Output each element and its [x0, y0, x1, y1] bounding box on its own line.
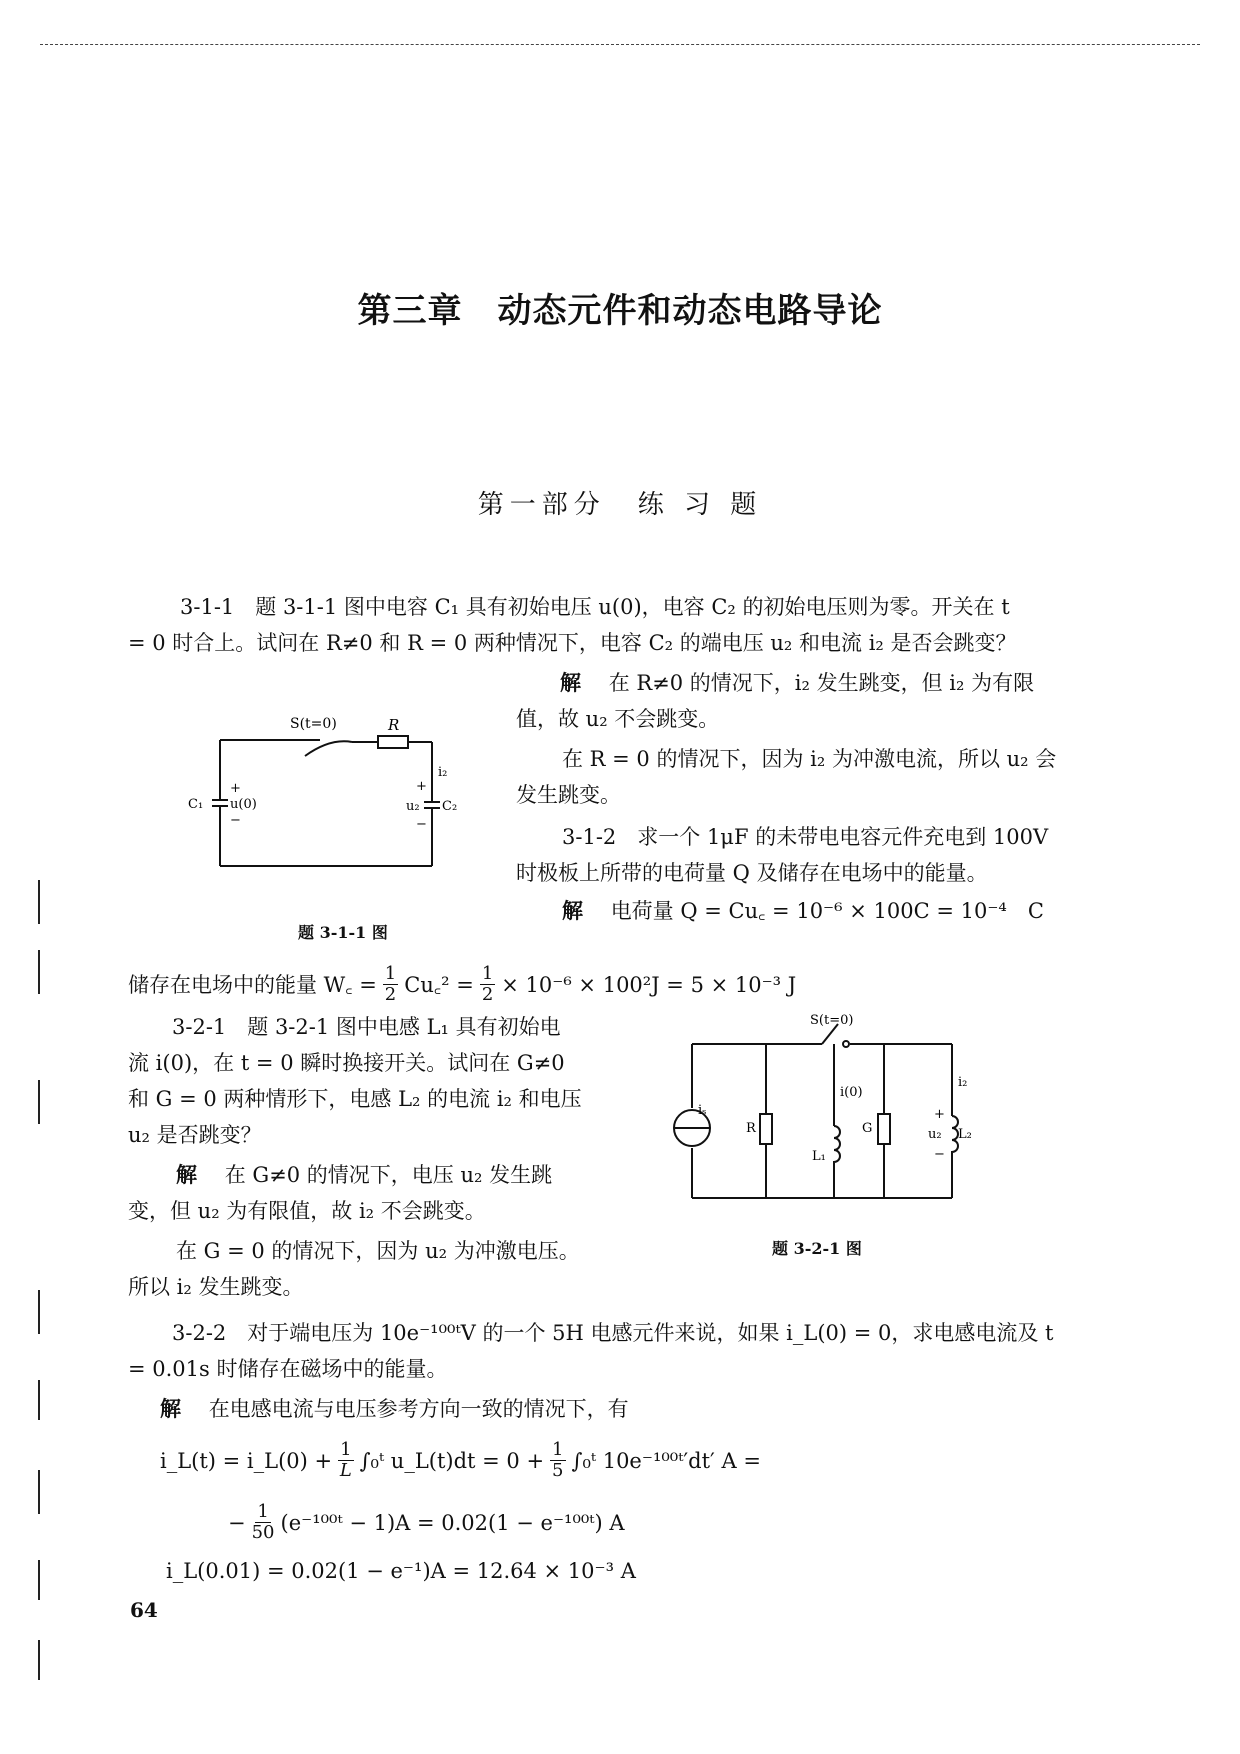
energy-mid: Cu꜀² = — [404, 972, 474, 997]
margin-mark — [38, 1290, 40, 1334]
solution-label: 解 — [560, 670, 581, 695]
solution-3-1-1-line1 — [560, 668, 1034, 698]
resistor-r — [760, 1114, 772, 1144]
solution-3-2-1-line3: 在 G = 0 的情况下，因为 u₂ 为冲激电压。 — [176, 1239, 580, 1263]
fraction-num: 1 — [257, 1501, 269, 1522]
plus-sign: + — [934, 1107, 945, 1122]
fraction-half — [480, 964, 495, 1005]
conductance-g — [878, 1114, 890, 1144]
problem-3-2-1-line4: u₂ 是否跳变？ — [128, 1123, 262, 1147]
solution-label: 解 — [562, 898, 583, 923]
inductor-l1 — [834, 1126, 840, 1164]
part-title: 第一部分 练 习 题 — [477, 490, 763, 520]
problem-3-1-1-line1: 3-1-1 题 3-1-1 图中电容 C₁ 具有初始电压 u(0)，电容 C₂ 的初始电压则为零。开关在 t — [180, 595, 1010, 619]
r-label: R — [746, 1121, 756, 1136]
margin-mark — [38, 950, 40, 994]
fraction-num: 1 — [384, 963, 397, 984]
fraction-num: 1 — [481, 963, 494, 984]
plus-sign: + — [230, 781, 241, 796]
solution-3-1-2-line1 — [562, 896, 1044, 926]
solution-3-2-1-line2: 变，但 u₂ 为有限值，故 i₂ 不会跳变。 — [128, 1199, 486, 1223]
plus-sign: + — [416, 779, 427, 794]
solution-3-1-1-line4: 发生跳变。 — [516, 783, 621, 807]
circuit-figure-3-1-1 — [180, 700, 480, 880]
c1-label: C₁ — [188, 797, 204, 812]
margin-mark — [38, 1380, 40, 1420]
equation-part: (e⁻¹⁰⁰ᵗ − 1)A = 0.02(1 − e⁻¹⁰⁰ᵗ) A — [280, 1510, 625, 1535]
problem-3-2-2-line2: = 0.01s 时储存在磁场中的能量。 — [128, 1357, 448, 1381]
solution-3-2-1-line1 — [176, 1160, 552, 1190]
figure-caption-3-2-1: 题 3-2-1 图 — [772, 1239, 862, 1258]
fraction-half — [383, 964, 398, 1005]
problem-3-1-2-line1: 3-1-2 求一个 1μF 的未带电电容元件充电到 100V — [562, 825, 1049, 849]
resistor-label: R — [388, 716, 400, 734]
fraction-num: 1 — [340, 1439, 352, 1460]
solution-label: 解 — [160, 1396, 181, 1421]
margin-mark — [38, 1470, 40, 1514]
l1-label: L₁ — [812, 1149, 826, 1164]
resistor-r — [378, 736, 408, 748]
minus-sign: − — [416, 817, 427, 832]
equation-3: i_L(0.01) = 0.02(1 − e⁻¹)A = 12.64 × 10⁻³ A — [166, 1559, 636, 1583]
i2-label: i₂ — [958, 1075, 968, 1090]
solution-3-1-1-line3: 在 R = 0 的情况下，因为 i₂ 为冲激电流，所以 u₂ 会 — [562, 747, 1057, 771]
problem-3-2-1-line2: 流 i(0)，在 t = 0 瞬时换接开关。试问在 G≠0 — [128, 1051, 565, 1075]
switch-label: S(t=0) — [810, 1013, 854, 1028]
problem-3-2-2-line1: 3-2-2 对于端电压为 10e⁻¹⁰⁰ᵗV 的一个 5H 电感元件来说，如果 i_L(0) = 0，求电感电流及 t — [172, 1321, 1054, 1345]
equation-2 — [228, 1502, 625, 1543]
fraction-den: L — [339, 1460, 352, 1481]
fraction-1-over-50 — [252, 1502, 275, 1543]
i2-label: i₂ — [438, 765, 448, 780]
l2-label: L₂ — [958, 1127, 972, 1142]
minus-sign: − — [230, 813, 241, 828]
margin-mark — [38, 1560, 40, 1600]
equation-part: i_L(t) = i_L(0) + — [160, 1448, 333, 1473]
fraction-den: 50 — [251, 1522, 275, 1543]
energy-formula — [128, 964, 796, 1005]
equation-part: ∫₀ᵗ u_L(t)dt = 0 + — [359, 1448, 545, 1473]
fraction-1-over-l — [338, 1440, 353, 1481]
fraction-num: 1 — [552, 1439, 564, 1460]
energy-tail: × 10⁻⁶ × 100²J = 5 × 10⁻³ J — [501, 972, 797, 997]
problem-3-2-1-line3: 和 G = 0 两种情形下，电感 L₂ 的电流 i₂ 和电压 — [128, 1087, 582, 1111]
fraction-den: 2 — [384, 984, 397, 1005]
equation-part: − — [228, 1510, 246, 1535]
solution-text: 电荷量 Q = Cu꜀ = 10⁻⁶ × 100C = 10⁻⁴ C — [610, 899, 1044, 923]
fraction-den: 2 — [481, 984, 494, 1005]
switch-label: S(t=0) — [290, 716, 337, 732]
figure-caption-3-1-1: 题 3-1-1 图 — [298, 923, 388, 942]
switch-arm — [305, 741, 352, 756]
margin-mark — [38, 1640, 40, 1680]
energy-prefix: 储存在电场中的能量 W꜀ = — [128, 972, 377, 997]
margin-mark — [38, 1080, 40, 1124]
is-label: iₛ — [698, 1103, 707, 1118]
circuit-figure-3-2-1 — [662, 1010, 972, 1210]
problem-3-1-1-line2: = 0 时合上。试问在 R≠0 和 R = 0 两种情况下，电容 C₂ 的端电压 u₂ 和电流 i₂ 是否会跳变？ — [128, 631, 1017, 655]
solution-3-1-1-line2: 值，故 u₂ 不会跳变。 — [516, 707, 720, 731]
problem-3-2-1-line1: 3-2-1 题 3-2-1 图中电感 L₁ 具有初始电 — [172, 1015, 561, 1039]
solution-text: 在电感电流与电压参考方向一致的情况下，有 — [208, 1397, 629, 1421]
fraction-1-over-5 — [550, 1440, 565, 1481]
chapter-title: 第三章 动态元件和动态电路导论 — [357, 291, 883, 331]
u0-label: u(0) — [230, 797, 257, 812]
solution-text: 在 G≠0 的情况下，电压 u₂ 发生跳 — [224, 1163, 553, 1187]
minus-sign: − — [934, 1147, 945, 1162]
i0-label: i(0) — [840, 1085, 863, 1100]
solution-3-2-1-line4: 所以 i₂ 发生跳变。 — [128, 1275, 304, 1299]
u2-label: u₂ — [928, 1127, 942, 1142]
solution-label: 解 — [176, 1162, 197, 1187]
solution-3-2-2-line1 — [160, 1394, 629, 1424]
margin-mark — [38, 880, 40, 924]
c2-label: C₂ — [442, 799, 458, 814]
equation-1 — [160, 1440, 761, 1481]
g-label: G — [862, 1121, 873, 1136]
header-rule — [40, 44, 1200, 45]
equation-part: ∫₀ᵗ 10e⁻¹⁰⁰ᵗ′dt′ A = — [571, 1448, 761, 1473]
solution-text: 在 R≠0 的情况下，i₂ 发生跳变，但 i₂ 为有限 — [608, 671, 1035, 695]
page-number: 64 — [130, 1598, 158, 1622]
fraction-den: 5 — [552, 1460, 564, 1481]
u2-label: u₂ — [406, 799, 420, 814]
problem-3-1-2-line2: 时极板上所带的电荷量 Q 及储存在电场中的能量。 — [516, 861, 988, 885]
